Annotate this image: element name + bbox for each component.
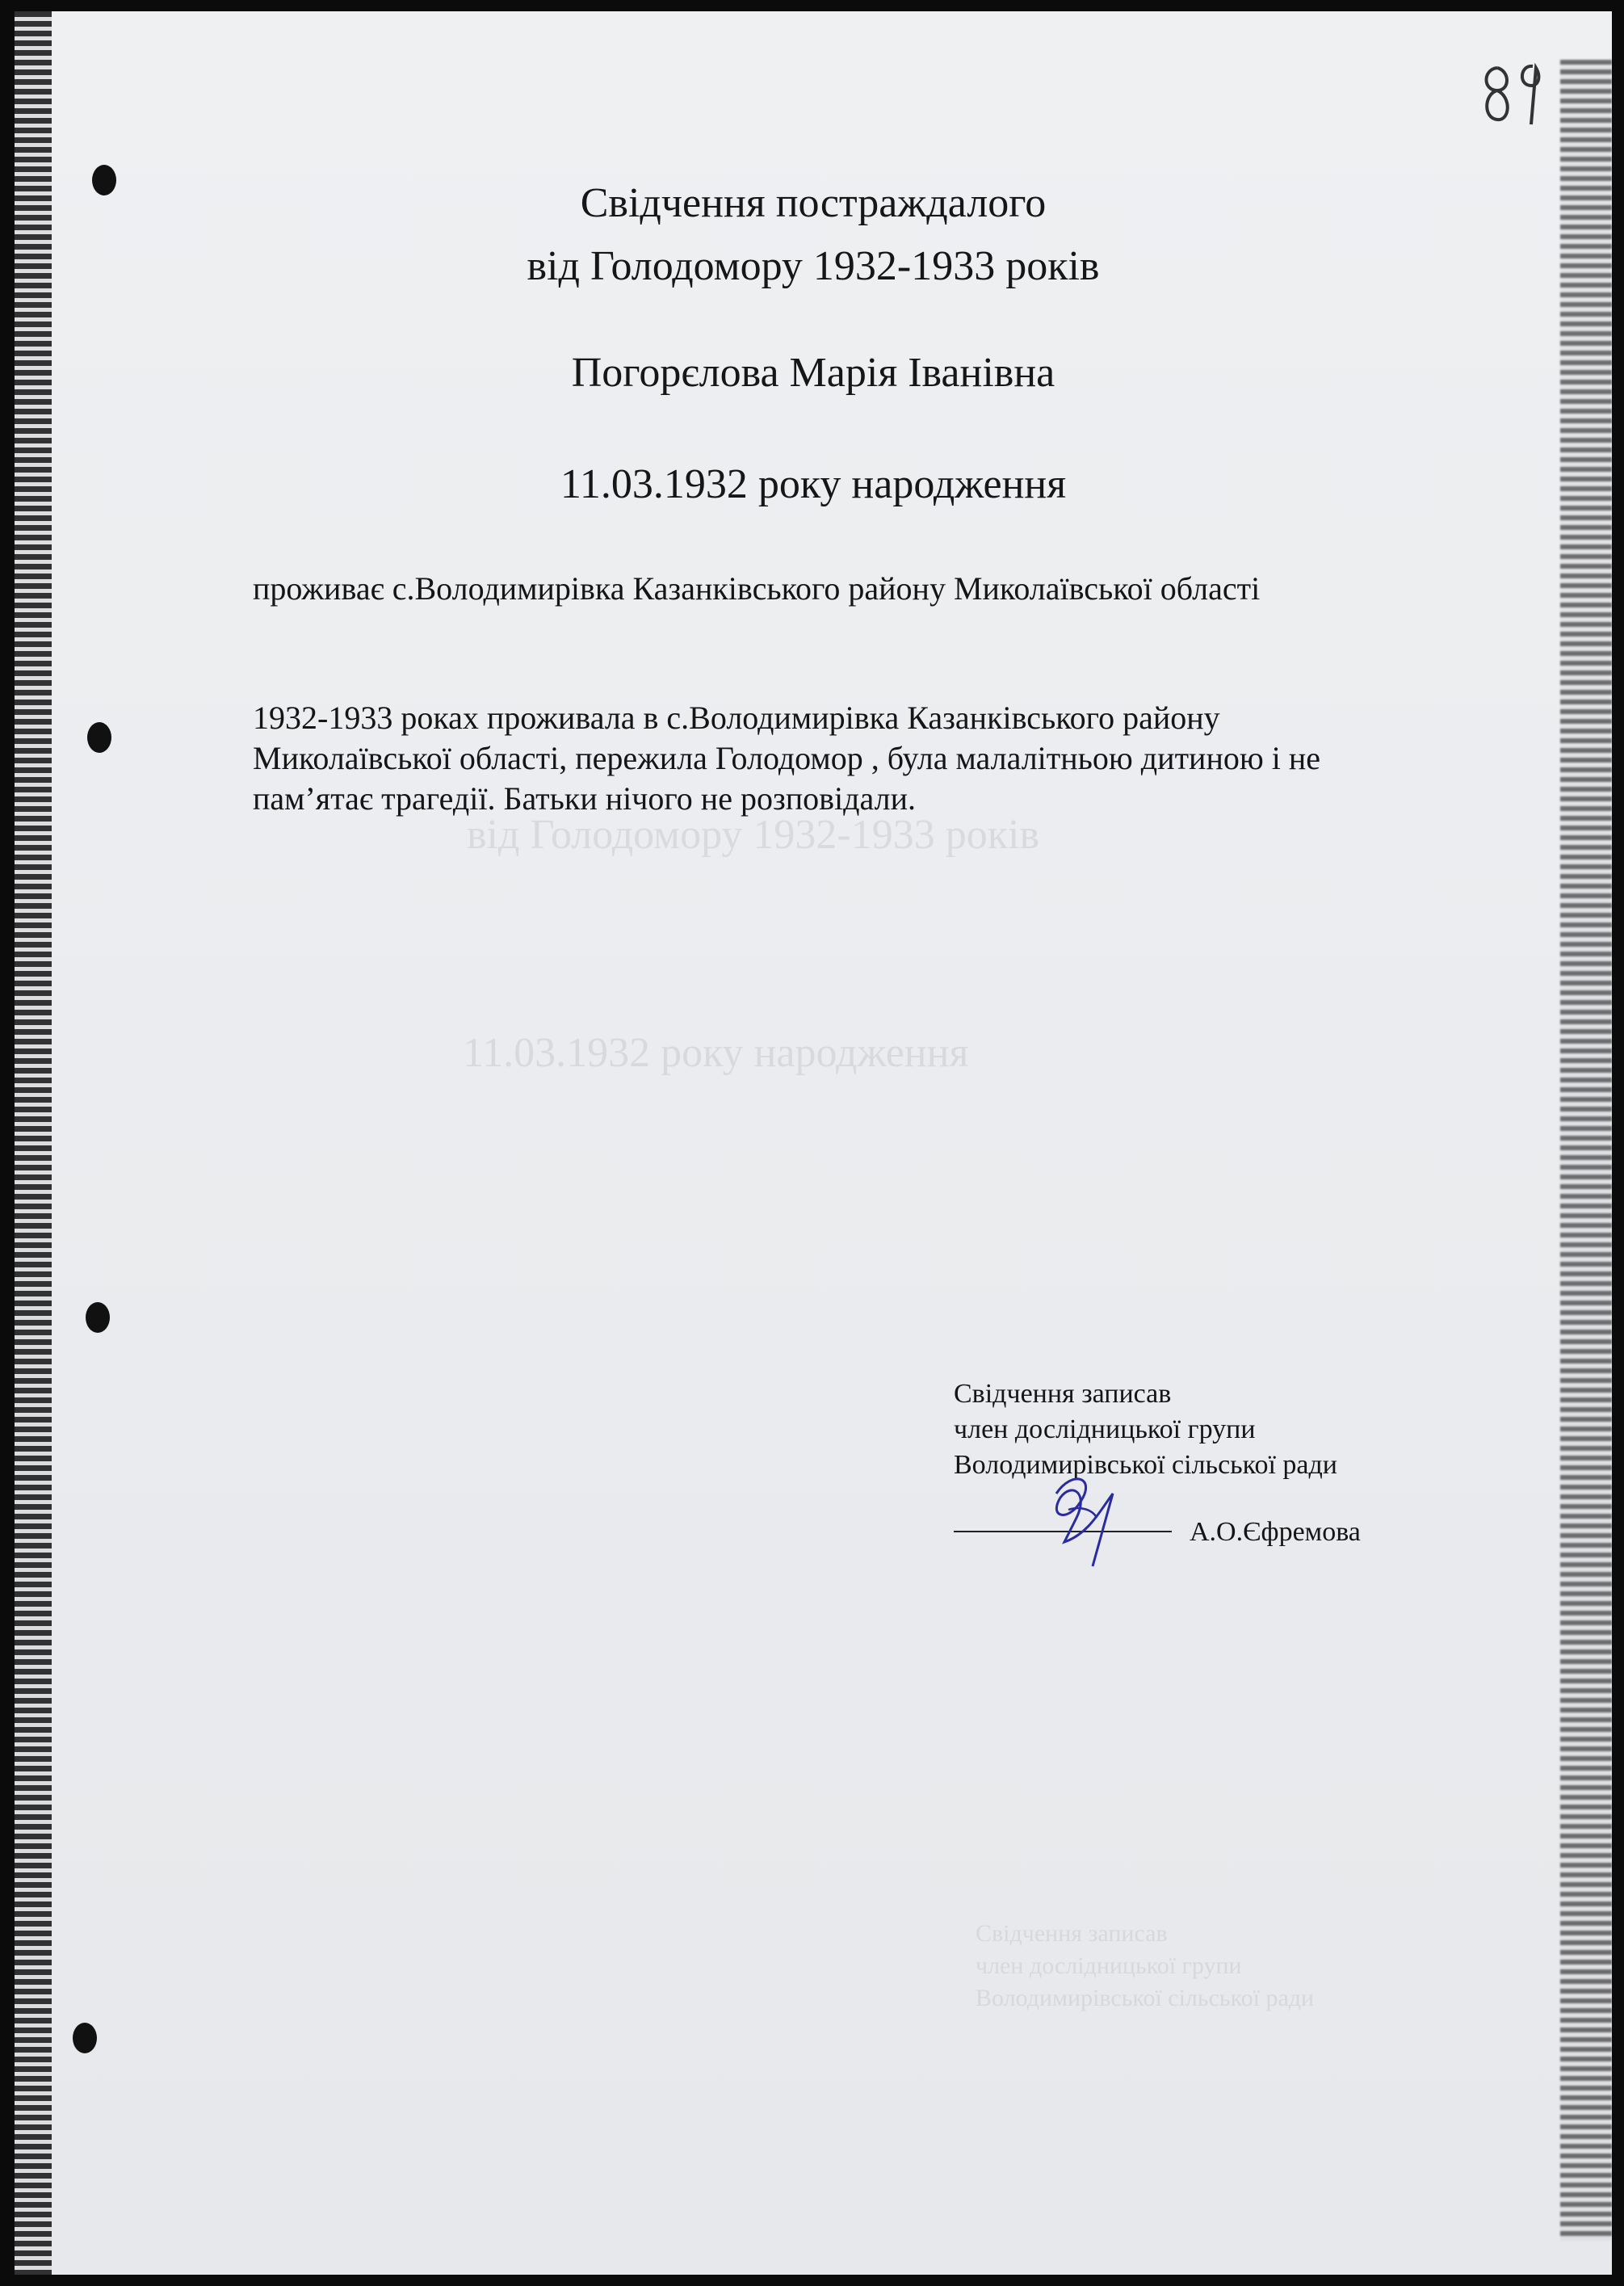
bleedthrough-title: від Голодомору 1932-1933 років [467,812,1039,858]
document-title-line2: від Голодомору 1932-1933 років [527,243,1100,289]
bleedthrough-recorder: Свідчення записав член дослідницької групи Володимирівської сільської ради [976,1920,1315,2011]
recorder-name: А.О.Єфремова [1190,1517,1361,1547]
testimony-paragraph: 1932-1933 роках проживала в с.Володимирівка Казанківського району Миколаївської області, пережила Голодомор , була малалітньою дитиною і не пам’ятає трагедії. Батьки нічого не розповідали. [253,700,1321,817]
handwritten-page-number [1475,44,1547,141]
bleedthrough-birth: 11.03.1932 року народження [463,1030,969,1076]
punch-hole-4 [73,2023,97,2053]
residence-paragraph: проживає с.Володимирівка Казанківського району Миколаївської області [253,570,1261,607]
document-page [15,11,1612,2275]
punch-hole-2 [87,722,111,753]
handwritten-signature [1024,1461,1145,1582]
recorder-line3: Володимирівської сільської ради [954,1450,1337,1480]
recorder-line1: Свідчення записав [954,1379,1172,1409]
witness-name: Погорєлова Марія Іванівна [571,350,1055,396]
recorder-block [954,1376,1406,1483]
document-title-line1: Свідчення постраждалого [580,180,1047,226]
birth-date-line: 11.03.1932 року народження [560,461,1067,507]
recorder-line2: член дослідницької групи [954,1414,1256,1444]
punch-hole-3 [86,1302,110,1333]
